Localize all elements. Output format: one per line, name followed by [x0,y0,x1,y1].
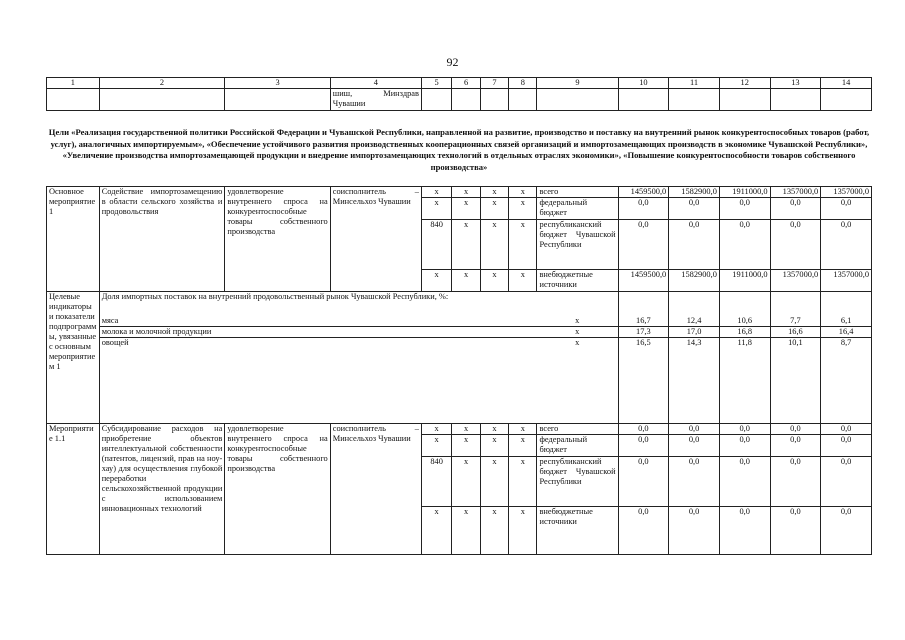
value: 0,0 [618,506,669,554]
value: 14,3 [669,337,720,423]
indicator-row [47,316,872,327]
activity1-name: Содействие импортозамещению в области сельского хозяйства и продовольствия [99,187,225,292]
col-num: 9 [537,78,618,89]
value: 0,0 [669,506,720,554]
cell: x [421,187,451,198]
value: 1911000,0 [719,187,770,198]
cell: x [509,434,537,456]
activity11-target: удовлетворение внутреннего спроса на конкурентоспособные товары собственного производства [225,423,330,554]
value: 1459500,0 [618,270,669,292]
value: 0,0 [821,434,872,456]
activity1-row-total [47,187,872,198]
funding-source: федеральный бюджет [537,434,618,456]
indicator-row [47,337,872,423]
value: 0,0 [719,198,770,220]
activity1-status: Основное мероприятие 1 [47,187,100,292]
value: 0,0 [719,506,770,554]
cell: 840 [421,220,451,270]
cell: x [421,423,451,434]
funding-source: федеральный бюджет [537,198,618,220]
value: 8,7 [821,337,872,423]
carry-over-executor: шиш, Минздрав Чувашии [330,89,421,111]
value: 0,0 [669,198,720,220]
cell: x [480,220,508,270]
cell: x [537,316,618,327]
col-num: 5 [421,78,451,89]
cell: x [452,270,480,292]
cell: x [509,198,537,220]
value: 0,0 [719,220,770,270]
col-num: 10 [618,78,669,89]
activity1-executor: соисполнитель – Минсельхоз Чувашии [330,187,421,292]
activity11-row-total [47,423,872,434]
value: 0,0 [618,220,669,270]
funding-source: внебюджетные источники [537,506,618,554]
value: 1357000,0 [821,187,872,198]
page-number: 92 [446,55,459,69]
column-numbers-row [47,78,872,89]
value: 1357000,0 [770,270,821,292]
value: 0,0 [770,506,821,554]
activity11-executor: соисполнитель – Минсельхоз Чувашии [330,423,421,554]
value: 0,0 [618,456,669,506]
carry-over-row [47,89,872,111]
value: 6,1 [821,316,872,327]
value: 10,6 [719,316,770,327]
cell: x [537,337,618,423]
value: 0,0 [618,423,669,434]
column-header-table [46,77,872,111]
indicator-name: мяса [99,316,537,327]
value: 1911000,0 [719,270,770,292]
value: 0,0 [770,456,821,506]
value: 0,0 [821,220,872,270]
funding-source: республиканский бюджет Чувашской Республики [537,456,618,506]
goals-title: Цели «Реализация государственной политики Российской Федерации и Чувашской Республики, направленной на развитие, производство и поставку на внутренний рынок конкурентоспособных товаров (работ, услуг), аналогичных импортируемым», «Обеспечение устойчивого развития производственных кооперационных связей организаций и импортозамещающих производств в экономике Чувашской Республики», «Увеличение производства импортозамещающей продукции и внедрение импортозамещающих технологий в отдельных отраслях экономики», «Повышение конкурентоспособности товаров собственного производства» [48,127,870,172]
value: 0,0 [719,434,770,456]
cell: x [421,434,451,456]
funding-source: всего [537,187,618,198]
cell: x [480,198,508,220]
cell: x [480,187,508,198]
indicator-row [47,326,872,337]
cell: x [480,270,508,292]
cell: x [452,506,480,554]
cell: x [480,423,508,434]
cell: x [509,220,537,270]
value: 17,3 [618,326,669,337]
value: 0,0 [821,456,872,506]
activity11-name: Субсидирование расходов на приобретение объектов интеллектуальной собственности (патентов, лицензий, прав на ноу-хау) для осуществления глубокой переработки сельскохозяйственной продукции с использованием инновационных технологий [99,423,225,554]
col-num: 11 [669,78,720,89]
cell: x [509,423,537,434]
cell: x [509,456,537,506]
col-num: 12 [719,78,770,89]
cell: x [509,506,537,554]
value: 16,6 [770,326,821,337]
cell: x [452,220,480,270]
activity1-target: удовлетворение внутреннего спроса на конкурентоспособные товары собственного производства [225,187,330,292]
value: 0,0 [669,434,720,456]
col-num: 8 [509,78,537,89]
value: 16,5 [618,337,669,423]
col-num: 7 [480,78,508,89]
funding-source: республиканский бюджет Чувашской Республики [537,220,618,270]
value: 0,0 [770,434,821,456]
col-num: 1 [47,78,100,89]
cell: x [509,270,537,292]
value: 0,0 [770,198,821,220]
value: 0,0 [669,423,720,434]
value: 1582900,0 [669,270,720,292]
col-num: 14 [821,78,872,89]
funding-source: всего [537,423,618,434]
activity11-status: Мероприятие 1.1 [47,423,100,554]
cell: x [509,187,537,198]
value: 1357000,0 [821,270,872,292]
col-num: 2 [99,78,225,89]
value: 11,8 [719,337,770,423]
cell: x [421,270,451,292]
cell: x [480,456,508,506]
value: 1357000,0 [770,187,821,198]
cell: 840 [421,456,451,506]
indicator-name: овощей [99,337,537,423]
value: 0,0 [719,456,770,506]
col-num: 13 [770,78,821,89]
value: 10,1 [770,337,821,423]
cell: x [452,423,480,434]
col-num: 4 [330,78,421,89]
value: 17,0 [669,326,720,337]
value: 7,7 [770,316,821,327]
cell: x [452,456,480,506]
funding-source: внебюджетные источники [537,270,618,292]
value: 0,0 [669,456,720,506]
value: 0,0 [719,423,770,434]
value: 0,0 [770,220,821,270]
value: 0,0 [821,198,872,220]
value: 12,4 [669,316,720,327]
cell: x [480,506,508,554]
value: 0,0 [618,434,669,456]
value: 16,8 [719,326,770,337]
cell: x [537,326,618,337]
value: 1459500,0 [618,187,669,198]
indicators-label: Целевые индикаторы и показатели подпрограммы, увязанные с основным мероприятием 1 [47,292,100,424]
value: 16,7 [618,316,669,327]
value: 0,0 [618,198,669,220]
col-num: 3 [225,78,330,89]
value: 0,0 [770,423,821,434]
value: 0,0 [669,220,720,270]
col-num: 6 [452,78,480,89]
value: 0,0 [821,423,872,434]
cell: x [480,434,508,456]
indicators-heading: Доля импортных поставок на внутренний продовольственный рынок Чувашской Республики, %: [99,292,618,316]
cell: x [452,187,480,198]
program-table [46,186,872,555]
cell: x [452,434,480,456]
cell: x [452,198,480,220]
cell: x [421,506,451,554]
value: 1582900,0 [669,187,720,198]
indicators-heading-row [47,292,872,316]
value: 0,0 [821,506,872,554]
indicator-name: молока и молочной продукции [99,326,537,337]
value: 16,4 [821,326,872,337]
cell: x [421,198,451,220]
